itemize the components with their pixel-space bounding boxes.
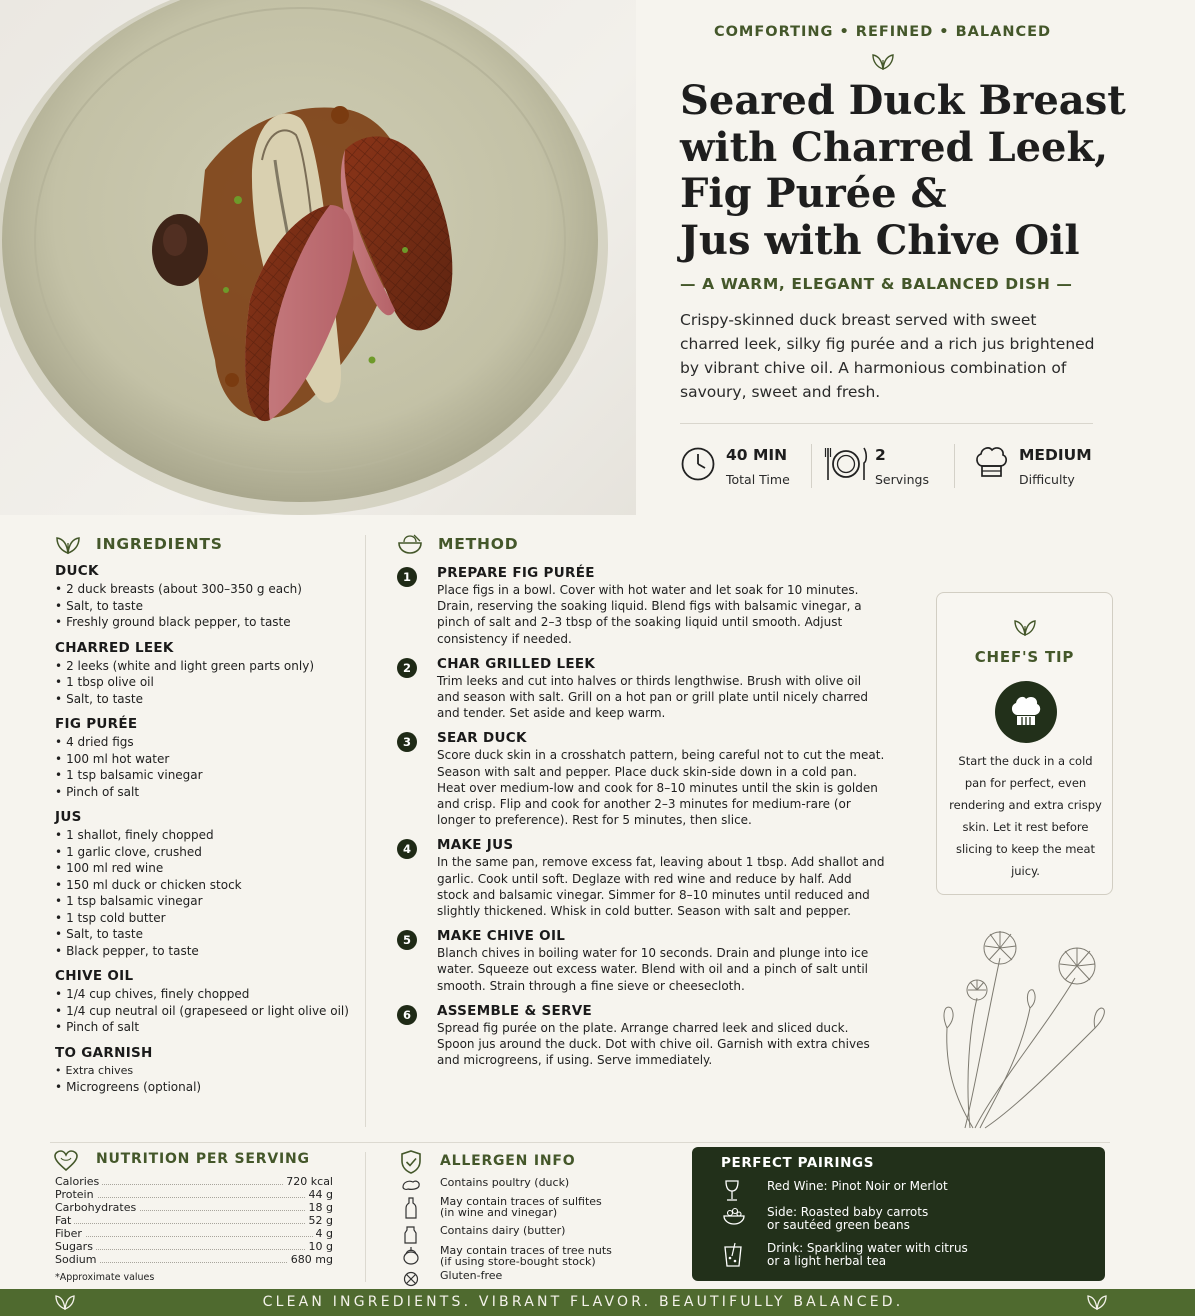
- chef-hat-icon: [1009, 694, 1043, 730]
- group-title: DUCK: [55, 563, 99, 579]
- pairings-card: [692, 1147, 1105, 1281]
- list-item: • Pinch of salt: [55, 1019, 355, 1036]
- dotted-leader: [55, 1236, 333, 1237]
- nutrient-value: 44 g: [306, 1188, 333, 1201]
- dotted-leader: [55, 1197, 333, 1198]
- step-text: Spread fig purée on the plate. Arrange charred leek and sliced duck. Spoon jus around the duck. Dot with chive oil. Garnish with extra chives and microgreens, if using. Serve immediately.: [437, 1020, 870, 1068]
- list-item: • 1/4 cup chives, finely chopped: [55, 986, 355, 1003]
- title-line: Jus with Chive Oil: [680, 216, 1080, 264]
- step-title: PREPARE FIG PURÉE: [437, 565, 595, 581]
- stat-value: 40 MIN: [726, 446, 788, 464]
- hero-section: [0, 0, 1195, 515]
- drink-glass-icon: [722, 1242, 744, 1268]
- method-heading: METHOD: [438, 535, 519, 553]
- list-item: • Extra chives: [55, 1063, 355, 1080]
- ingredient-group: [55, 968, 355, 1036]
- step-number: 4: [397, 839, 417, 859]
- nutrition-heading: NUTRITION PER SERVING: [96, 1151, 310, 1167]
- description: Crispy-skinned duck breast served with sweet charred leek, silky fig purée and a rich jus brightened by vibrant chive oil. A harmonious combination of savoury, sweet and fresh.: [680, 311, 1095, 401]
- bowl-icon: [397, 533, 423, 555]
- group-title: CHARRED LEEK: [55, 639, 174, 656]
- column-divider: [365, 535, 366, 1127]
- nutrient-label: Sugars: [55, 1240, 96, 1253]
- nutrition-row: [55, 1253, 333, 1266]
- dish-photo: [0, 0, 636, 515]
- method-steps: [397, 565, 887, 1077]
- list-item: • 4 dried figs: [55, 734, 355, 751]
- step-text: Place figs in a bowl. Cover with hot water and let soak for 10 minutes. Drain, reserving the soaking liquid. Blend figs with balsamic vinegar, a pinch of salt and 2–3 tbsp of the soaking liquid until smooth. Adjust consistency if needed.: [437, 583, 862, 646]
- poultry-icon: [400, 1178, 422, 1192]
- leaf-icon: [1012, 618, 1038, 636]
- title-line: with Charred Leek,: [680, 123, 1109, 171]
- ingredients-heading: INGREDIENTS: [96, 535, 223, 553]
- pairing-text: Red Wine: Pinot Noir or Merlot: [767, 1179, 948, 1193]
- allergen-text: May contain traces of tree nuts (if using store-bought stock): [440, 1244, 612, 1268]
- list-item: • 1 tsp balsamic vinegar: [55, 767, 355, 784]
- gluten-free-icon: [400, 1271, 422, 1287]
- step-text: In the same pan, remove excess fat, leaving about 1 tbsp. Add shallot and garlic. Cook until soft. Deglaze with red wine and reduce by half. Add stock and balsamic vinegar. Simmer for 8–10 minutes until reduced and slightly thickened. Whisk in cold butter. Season with salt and pepper.: [437, 855, 885, 919]
- group-title: FIG PURÉE: [55, 716, 138, 732]
- nutrient-value: 680 mg: [288, 1253, 333, 1266]
- allergen-text: Contains poultry (duck): [440, 1176, 570, 1189]
- stat-value: 2: [875, 446, 886, 464]
- list-item: • 1 tsp balsamic vinegar: [55, 893, 355, 910]
- allergen-heading: ALLERGEN INFO: [440, 1153, 576, 1169]
- recipe-title: [680, 78, 1150, 264]
- title-line: Fig Purée &: [680, 170, 947, 217]
- tip-title: CHEF'S TIP: [974, 648, 1075, 666]
- step-text: Trim leeks and cut into halves or thirds lengthwise. Brush with olive oil and season with salt. Grill on a hot pan or grill plate until nicely charred and tender. Set aside and keep warm.: [437, 673, 868, 721]
- step-text: Score duck skin in a crosshatch pattern, being careful not to cut the meat. Season with salt and pepper. Place duck skin-side down in a cold pan. Heat over medium-low and cook for 8–10 minutes until the skin is golden and crisp. Flip and cook for another 2–3 minutes for medium-rare (or longer to preference). Rest for 5 minutes, then slice.: [437, 748, 885, 828]
- list-item: • 1/4 cup neutral oil (grapeseed or light olive oil): [55, 1003, 355, 1020]
- recipe-stats: [680, 440, 1100, 490]
- step-title: MAKE CHIVE OIL: [437, 928, 566, 945]
- title-line: Seared Duck Breast: [680, 77, 1126, 124]
- step-title: SEAR DUCK: [437, 730, 527, 747]
- nutrition-row: [55, 1214, 333, 1227]
- nutrition-row: [55, 1227, 333, 1240]
- stat-label: Total Time: [726, 472, 790, 487]
- divider: [680, 423, 1093, 424]
- hero-text: [680, 0, 1160, 515]
- group-title: TO GARNISH: [55, 1044, 153, 1061]
- list-item: • 1 tbsp olive oil: [55, 674, 355, 691]
- step-title: ASSEMBLE & SERVE: [437, 1002, 593, 1019]
- nutrient-value: 52 g: [306, 1214, 333, 1227]
- step-title: MAKE JUS: [437, 837, 514, 854]
- dairy-icon: [400, 1226, 422, 1244]
- nutrient-value: 18 g: [306, 1201, 333, 1214]
- nutrient-value: 10 g: [306, 1240, 333, 1253]
- ingredients-list: [55, 563, 355, 1096]
- step-number: 3: [397, 732, 417, 752]
- list-item: • 1 tsp cold butter: [55, 910, 355, 927]
- dotted-leader: [55, 1223, 333, 1224]
- group-title: CHIVE OIL: [55, 968, 134, 984]
- list-item: • Black pepper, to taste: [55, 943, 355, 960]
- stat-time: [680, 440, 820, 490]
- list-item: • 1 shallot, finely chopped: [55, 827, 355, 844]
- nutrition-row: [55, 1188, 333, 1201]
- list-item: • 100 ml hot water: [55, 751, 355, 768]
- wine-glass-icon: [722, 1180, 742, 1202]
- tagline: COMFORTING • REFINED • BALANCED: [713, 24, 1052, 40]
- nutrient-value: 4 g: [313, 1227, 333, 1240]
- step-number: 6: [397, 1005, 417, 1025]
- list-item: • 150 ml duck or chicken stock: [55, 877, 355, 894]
- salad-bowl-icon: [722, 1206, 746, 1226]
- group-title: JUS: [55, 809, 82, 825]
- list-item: • Salt, to taste: [55, 691, 355, 708]
- method-step: [397, 928, 887, 994]
- chef-hat-icon: [973, 444, 1009, 482]
- list-item: • 2 leeks (white and light green parts only): [55, 658, 355, 675]
- list-item: • Freshly ground black pepper, to taste: [55, 614, 355, 631]
- nutrient-label: Carbohydrates: [55, 1201, 139, 1214]
- pairing-text: Drink: Sparkling water with citrus or a light herbal tea: [767, 1241, 968, 1268]
- tree-nut-icon: [400, 1246, 422, 1266]
- leaf-icon: [870, 52, 896, 70]
- plate-cutlery-icon: [824, 444, 868, 484]
- stat-label: Servings: [875, 472, 930, 487]
- allergen-text: Gluten-free: [440, 1269, 503, 1282]
- leaf-icon: [55, 535, 81, 555]
- step-number: 1: [397, 567, 417, 587]
- list-item: • Salt, to taste: [55, 598, 355, 615]
- tip-text: Start the duck in a cold pan for perfect, even rendering and extra crispy skin. Let it rest before slicing to keep the meat juicy.: [949, 754, 1102, 878]
- stat-label: Difficulty: [1019, 472, 1075, 487]
- heart-icon: [53, 1150, 79, 1172]
- divider: [954, 444, 955, 488]
- column-divider: [365, 1152, 366, 1282]
- footer-text: CLEAN INGREDIENTS. VIBRANT FLAVOR. BEAUTIFULLY BALANCED.: [262, 1294, 904, 1310]
- stat-difficulty: [973, 440, 1103, 490]
- method-step: [397, 656, 887, 722]
- list-item: • 100 ml red wine: [55, 860, 355, 877]
- chef-badge: [995, 681, 1057, 743]
- nutrition-row: [55, 1175, 333, 1188]
- clock-icon: [680, 446, 716, 482]
- chefs-tip-card: [936, 592, 1113, 895]
- method-step: [397, 1003, 887, 1069]
- ingredient-group: [55, 563, 355, 631]
- allergen-text: May contain traces of sulfites (in wine and vinegar): [440, 1195, 602, 1219]
- method-step: [397, 837, 887, 919]
- list-item: • Pinch of salt: [55, 784, 355, 801]
- footer-banner: [0, 1289, 1195, 1316]
- list-item: • 2 duck breasts (about 300–350 g each): [55, 581, 355, 598]
- step-number: 2: [397, 658, 417, 678]
- nutrient-label: Fat: [55, 1214, 74, 1227]
- list-item: • Microgreens (optional): [55, 1079, 355, 1096]
- subtitle: — A WARM, ELEGANT & BALANCED DISH —: [680, 275, 1073, 293]
- nutrition-note: *Approximate values: [55, 1272, 155, 1283]
- ingredient-group: [55, 640, 355, 708]
- nutrient-label: Protein: [55, 1188, 97, 1201]
- nutrient-label: Fiber: [55, 1227, 85, 1240]
- ingredient-group: [55, 809, 355, 959]
- nutrient-value: 720 kcal: [283, 1175, 333, 1188]
- list-item: • 1 garlic clove, crushed: [55, 844, 355, 861]
- shield-icon: [400, 1150, 422, 1174]
- nutrition-row: [55, 1201, 333, 1214]
- nutrition-row: [55, 1240, 333, 1253]
- nutrient-label: Calories: [55, 1175, 102, 1188]
- ingredient-group: [55, 1045, 355, 1096]
- stat-servings: [824, 440, 954, 490]
- step-number: 5: [397, 930, 417, 950]
- allergen-text: Contains dairy (butter): [440, 1224, 566, 1237]
- stat-value: MEDIUM: [1019, 446, 1092, 464]
- step-title: CHAR GRILLED LEEK: [437, 655, 596, 672]
- dish-illustration: [0, 0, 636, 515]
- list-item: • Salt, to taste: [55, 926, 355, 943]
- leaf-icon: [1086, 1294, 1108, 1310]
- method-step: [397, 565, 887, 647]
- ingredient-group: [55, 716, 355, 800]
- nutrient-label: Sodium: [55, 1253, 99, 1266]
- pairings-heading: PERFECT PAIRINGS: [721, 1155, 875, 1171]
- dotted-leader: [55, 1249, 333, 1250]
- wine-bottle-icon: [400, 1197, 422, 1219]
- divider: [811, 444, 812, 488]
- method-step: [397, 730, 887, 828]
- pairing-text: Side: Roasted baby carrots or sautéed green beans: [767, 1205, 929, 1232]
- step-text: Blanch chives in boiling water for 10 seconds. Drain and plunge into ice water. Squeeze out excess water. Blend with oil and a pinch of salt until smooth. Strain through a fine sieve or cheesecloth.: [437, 946, 869, 993]
- divider: [50, 1142, 1110, 1143]
- chive-flowers-illustration: [935, 918, 1115, 1130]
